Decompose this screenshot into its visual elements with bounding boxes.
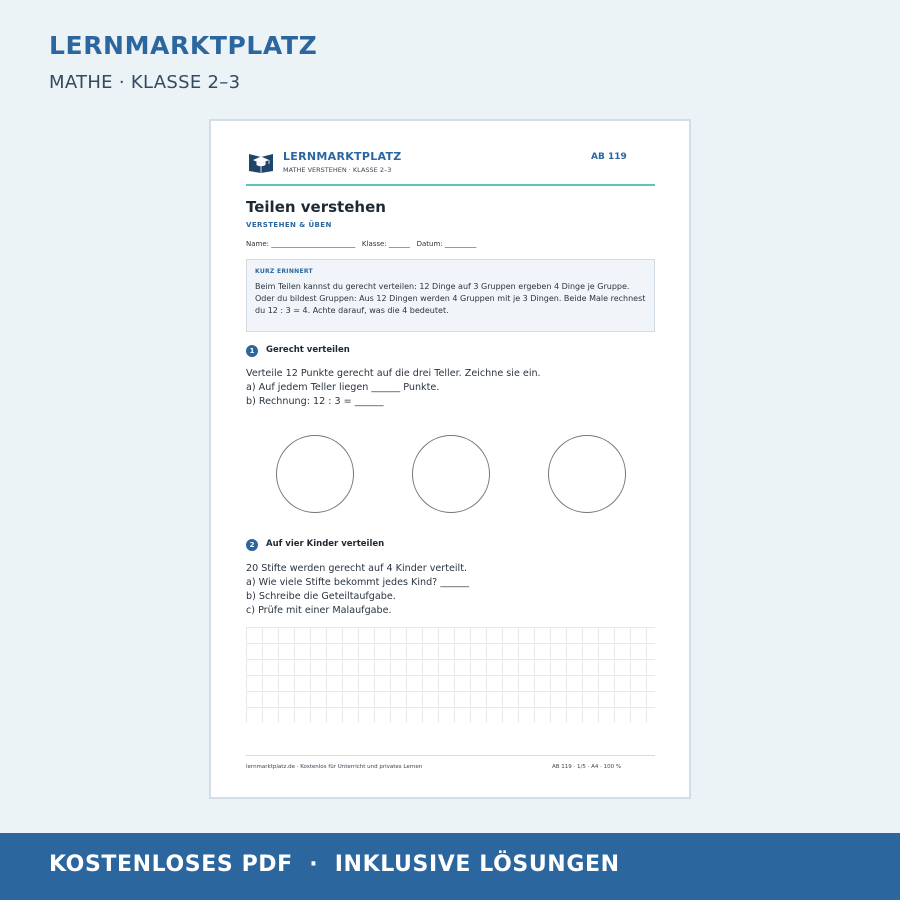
graduation-cap-book-icon xyxy=(248,151,274,173)
sheet-logo-subtitle: MATHE VERSTEHEN · KLASSE 2–3 xyxy=(283,166,392,174)
plate-1 xyxy=(276,435,354,513)
sheet-number: AB 119 xyxy=(591,152,627,162)
worksheet-title: Teilen verstehen xyxy=(246,198,386,216)
student-fields-line: Name: ________________________ Klasse: ______ Datum: _________ xyxy=(246,240,477,248)
footer-divider xyxy=(246,755,655,756)
task-1-line: a) Auf jedem Teller liegen ______ Punkte. xyxy=(246,382,440,393)
task-1-text xyxy=(246,367,646,409)
task-1-heading: Gerecht verteilen xyxy=(266,345,350,355)
info-box xyxy=(246,259,655,332)
task-2-line: c) Prüfe mit einer Malaufgabe. xyxy=(246,605,392,616)
info-box-text: Beim Teilen kannst du gerecht verteilen: 12 Dinge auf 3 Gruppen ergeben 4 Dinge je Gruppe. Oder du bildest Gruppen: Aus 12 Dingen werden 4 Gruppen mit je 3 Dingen. Beide Male rechnest du 12 : 3 = 4. Achte darauf, was die 4 bedeutet. xyxy=(255,282,646,315)
info-box-label: KURZ ERINNERT xyxy=(255,268,313,275)
task-2-line: 20 Stifte werden gerecht auf 4 Kinder verteilt. xyxy=(246,563,468,574)
bottom-banner xyxy=(0,833,900,900)
worksheet-kicker: VERSTEHEN & ÜBEN xyxy=(246,221,332,229)
task-2-line: b) Schreibe die Geteiltaufgabe. xyxy=(246,591,396,602)
task-2-text xyxy=(246,562,646,618)
banner-text: KOSTENLOSES PDF · INKLUSIVE LÖSUNGEN xyxy=(49,852,620,877)
plate-3 xyxy=(548,435,626,513)
task-1-number: 1 xyxy=(246,345,258,357)
worksheet-preview[interactable] xyxy=(209,119,691,799)
sheet-logo-title: LERNMARKTPLATZ xyxy=(283,150,402,163)
brand-subtitle: MATHE · KLASSE 2–3 xyxy=(49,72,241,93)
task-2-number: 2 xyxy=(246,539,258,551)
squared-writing-area xyxy=(246,627,655,723)
task-1-line: b) Rechnung: 12 : 3 = ______ xyxy=(246,396,384,407)
task-1-line: Verteile 12 Punkte gerecht auf die drei Teller. Zeichne sie ein. xyxy=(246,368,541,379)
task-2-line: a) Wie viele Stifte bekommt jedes Kind? ______ xyxy=(246,577,470,588)
brand-title: LERNMARKTPLATZ xyxy=(49,31,318,60)
plate-2 xyxy=(412,435,490,513)
footer-left-text: lernmarktplatz.de · Kostenlos für Unterricht und privates Lernen xyxy=(246,764,423,770)
header-divider xyxy=(246,184,655,186)
footer-right-text: AB 119 · 1/5 · A4 · 100 % xyxy=(552,764,622,770)
task-2-heading: Auf vier Kinder verteilen xyxy=(266,539,385,549)
